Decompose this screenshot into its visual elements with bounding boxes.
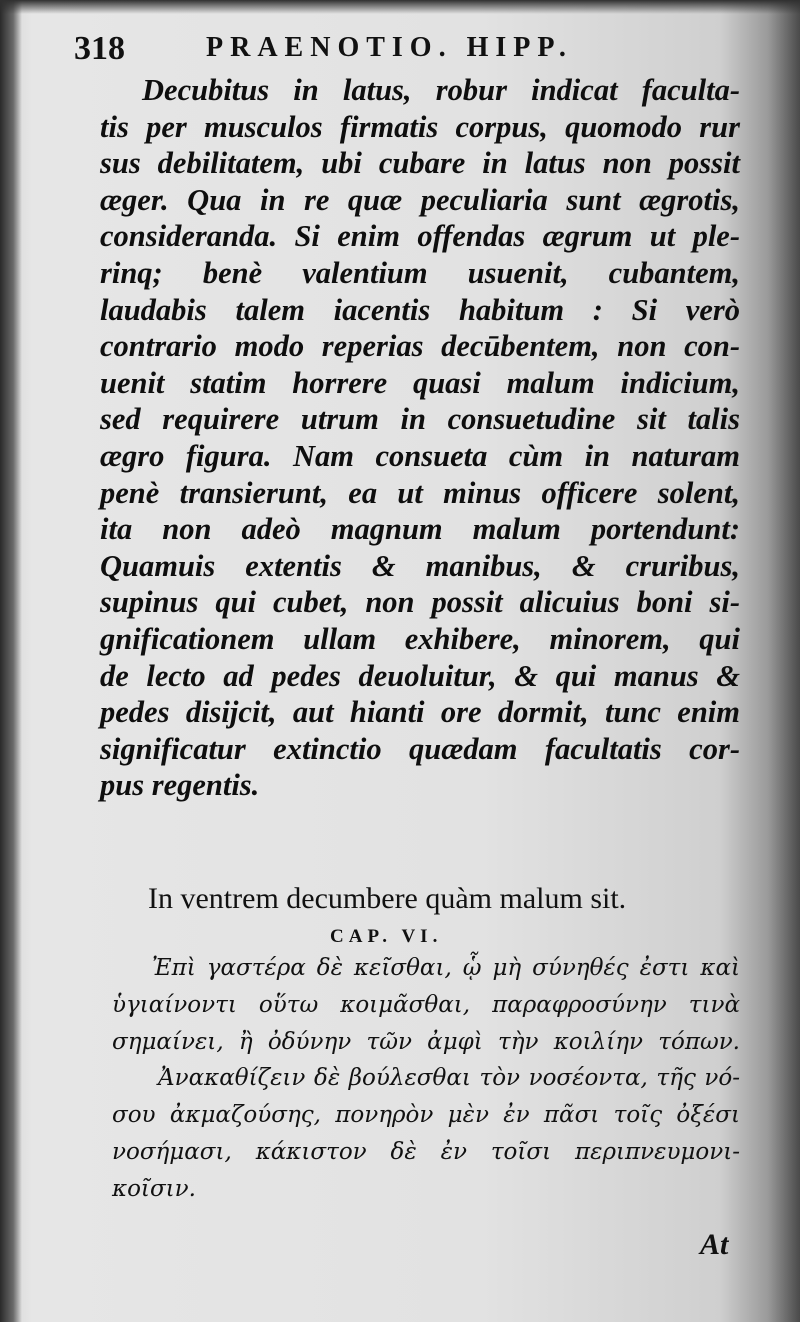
- text-line: pus regentis.: [100, 768, 260, 803]
- page-top-shadow: [0, 0, 800, 14]
- text-line: sed requirere utrum in consuetudine sit talis: [100, 402, 740, 437]
- text-line: gnificationem ullam exhibere, minorem, qui: [100, 621, 740, 656]
- text-line: pedes disijcit, aut hianti ore dormit, tunc enim: [100, 695, 740, 730]
- text-line: æger. Qua in re quæ peculiaria sunt ægrotis,: [100, 182, 740, 217]
- chapter-label: CAP. VI.: [330, 926, 443, 947]
- page-header: [74, 30, 754, 74]
- running-head: PRAENOTIO. HIPP.: [206, 32, 573, 63]
- chapter-title: In ventrem decumbere quàm malum sit.: [148, 882, 627, 915]
- text-line: Quamuis extentis & manibus, & cruribus,: [100, 548, 740, 583]
- text-line: sus debilitatem, ubi cubare in latus non possit: [100, 146, 740, 181]
- latin-body-text: [100, 72, 740, 804]
- text-line: significatur extinctio quædam facultatis cor-: [100, 731, 740, 766]
- text-line: laudabis talem iacentis habitum : Si verò: [100, 292, 740, 327]
- text-line: tis per musculos firmatis corpus, quomodo rur: [100, 109, 740, 144]
- text-line: ita non adeò magnum malum portendunt:: [100, 512, 740, 547]
- text-line: supinus qui cubet, non possit alicuius boni si-: [100, 585, 740, 620]
- text-line: penè transierunt, ea ut minus officere solent,: [100, 475, 740, 510]
- greek-line: ὑγιαίνοντι οὕτω κοιμᾶσθαι, παραφροσύνην τινὰ: [112, 991, 740, 1018]
- text-line: rinq; benè valentium usuenit, cubantem,: [100, 255, 740, 290]
- greek-line: Ἀνακαθίζειν δὲ βούλεσθαι τὸν νοσέοντα, τῆς νό-: [158, 1065, 740, 1092]
- text-line: ægro figura. Nam consueta cùm in naturam: [100, 438, 740, 473]
- greek-line: κοῖσιν.: [112, 1175, 196, 1202]
- text-line: de lecto ad pedes deuoluitur, & qui manus &: [100, 658, 740, 693]
- greek-line: σημαίνει, ἢ ὀδύνην τῶν ἀμφὶ τὴν κοιλίην τόπων.: [112, 1028, 740, 1055]
- greek-line: νοσήμασι, κάκιστον δὲ ἐν τοῖσι περιπνευμονι-: [112, 1138, 740, 1165]
- greek-body-text: [112, 950, 740, 1208]
- text-line: Decubitus in latus, robur indicat faculta-: [142, 73, 740, 107]
- page-number: 318: [74, 30, 125, 67]
- greek-line: σου ἀκμαζούσης, πονηρὸν μὲν ἐν πᾶσι τοῖς ὀξέσι: [112, 1102, 740, 1129]
- text-line: uenit statim horrere quasi malum indicium,: [100, 365, 740, 400]
- text-line: consideranda. Si enim offendas ægrum ut ple-: [100, 219, 740, 254]
- text-line: contrario modo reperias decūbentem, non con-: [100, 329, 740, 364]
- page-gutter-shadow: [0, 0, 22, 1322]
- greek-line: Ἐπὶ γαστέρα δὲ κεῖσθαι, ᾧ μὴ σύνηθές ἐστι καὶ: [152, 955, 740, 981]
- catchword: At: [700, 1228, 729, 1261]
